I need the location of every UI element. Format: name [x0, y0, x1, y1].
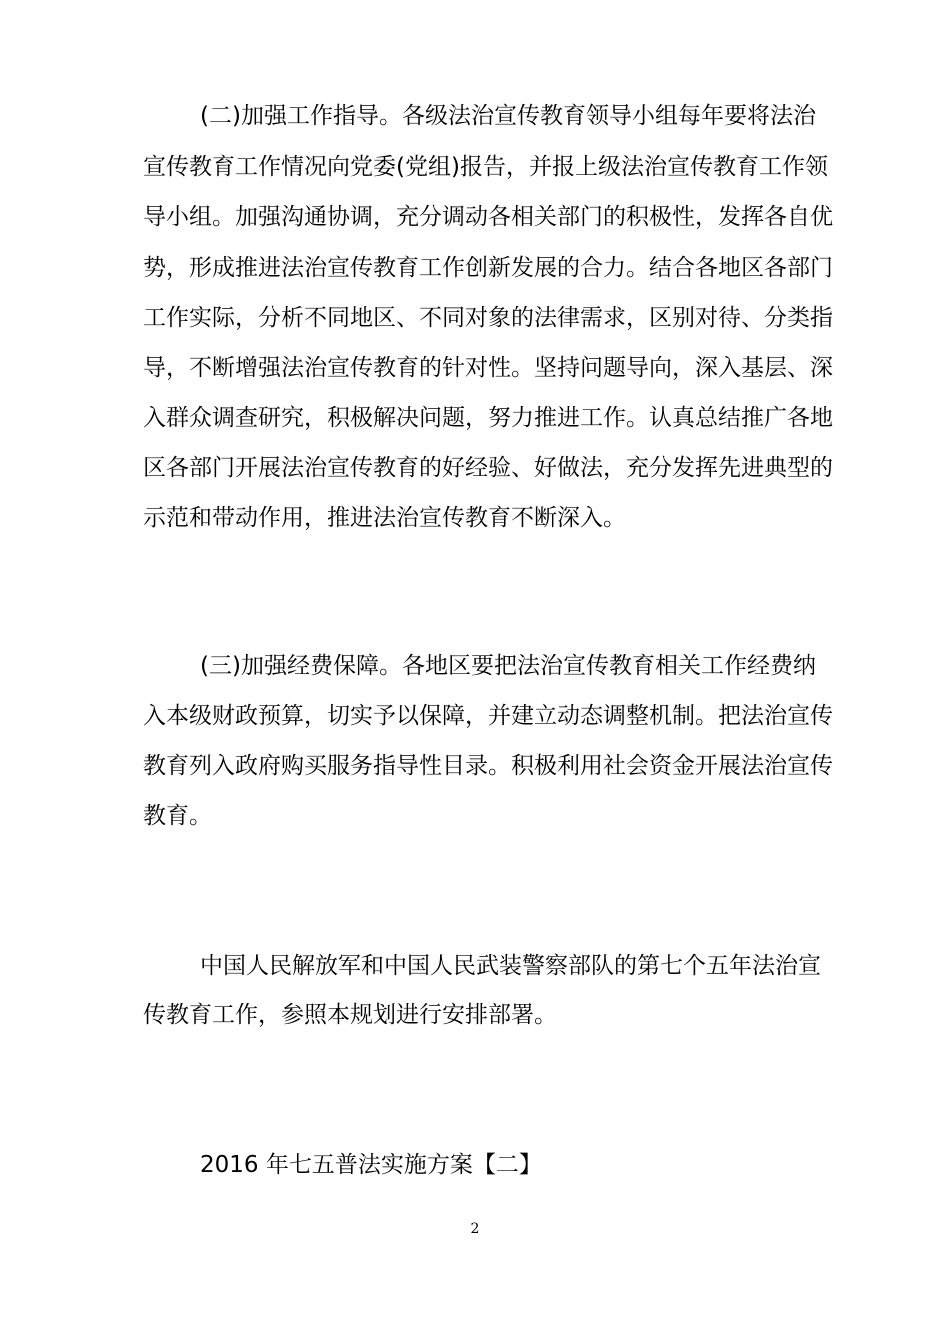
paragraph-2-line-3: 教育列入政府购买服务指导性目录。积极利用社会资金开展法治宣传 [143, 753, 833, 779]
paragraph-1-line-4: 势，形成推进法治宣传教育工作创新发展的合力。结合各地区各部门 [143, 255, 833, 281]
paragraph-2-line-1: (三)加强经费保障。各地区要把法治宣传教育相关工作经费纳 [200, 653, 816, 679]
paragraph-1-line-8: 区各部门开展法治宣传教育的好经验、好做法，充分发挥先进典型的 [143, 455, 833, 481]
paragraph-1-line-7: 入群众调查研究，积极解决问题，努力推进工作。认真总结推广各地 [143, 405, 833, 431]
paragraph-2-line-4: 教育。 [143, 803, 212, 829]
paragraph-1-line-5: 工作实际，分析不同地区、不同对象的法律需求，区别对待、分类指 [143, 305, 833, 331]
paragraph-1-line-2: 宣传教育工作情况向党委(党组)报告，并报上级法治宣传教育工作领 [143, 154, 828, 180]
paragraph-1-line-9: 示范和带动作用，推进法治宣传教育不断深入。 [143, 505, 626, 531]
paragraph-1-line-1: (二)加强工作指导。各级法治宣传教育领导小组每年要将法治 [200, 103, 816, 129]
paragraph-3-line-2: 传教育工作，参照本规划进行安排部署。 [143, 1002, 557, 1028]
paragraph-1-line-6: 导，不断增强法治宣传教育的针对性。坚持问题导向，深入基层、深 [143, 355, 833, 381]
page-number: 2 [470, 1221, 480, 1237]
paragraph-2-line-2: 入本级财政预算，切实予以保障，并建立动态调整机制。把法治宣传 [143, 703, 833, 729]
paragraph-1-line-3: 导小组。加强沟通协调，充分调动各相关部门的积极性，发挥各自优 [143, 204, 833, 230]
paragraph-3-line-1: 中国人民解放军和中国人民武装警察部队的第七个五年法治宣 [200, 953, 821, 979]
section-heading: 2016 年七五普法实施方案【二】 [200, 1152, 542, 1178]
